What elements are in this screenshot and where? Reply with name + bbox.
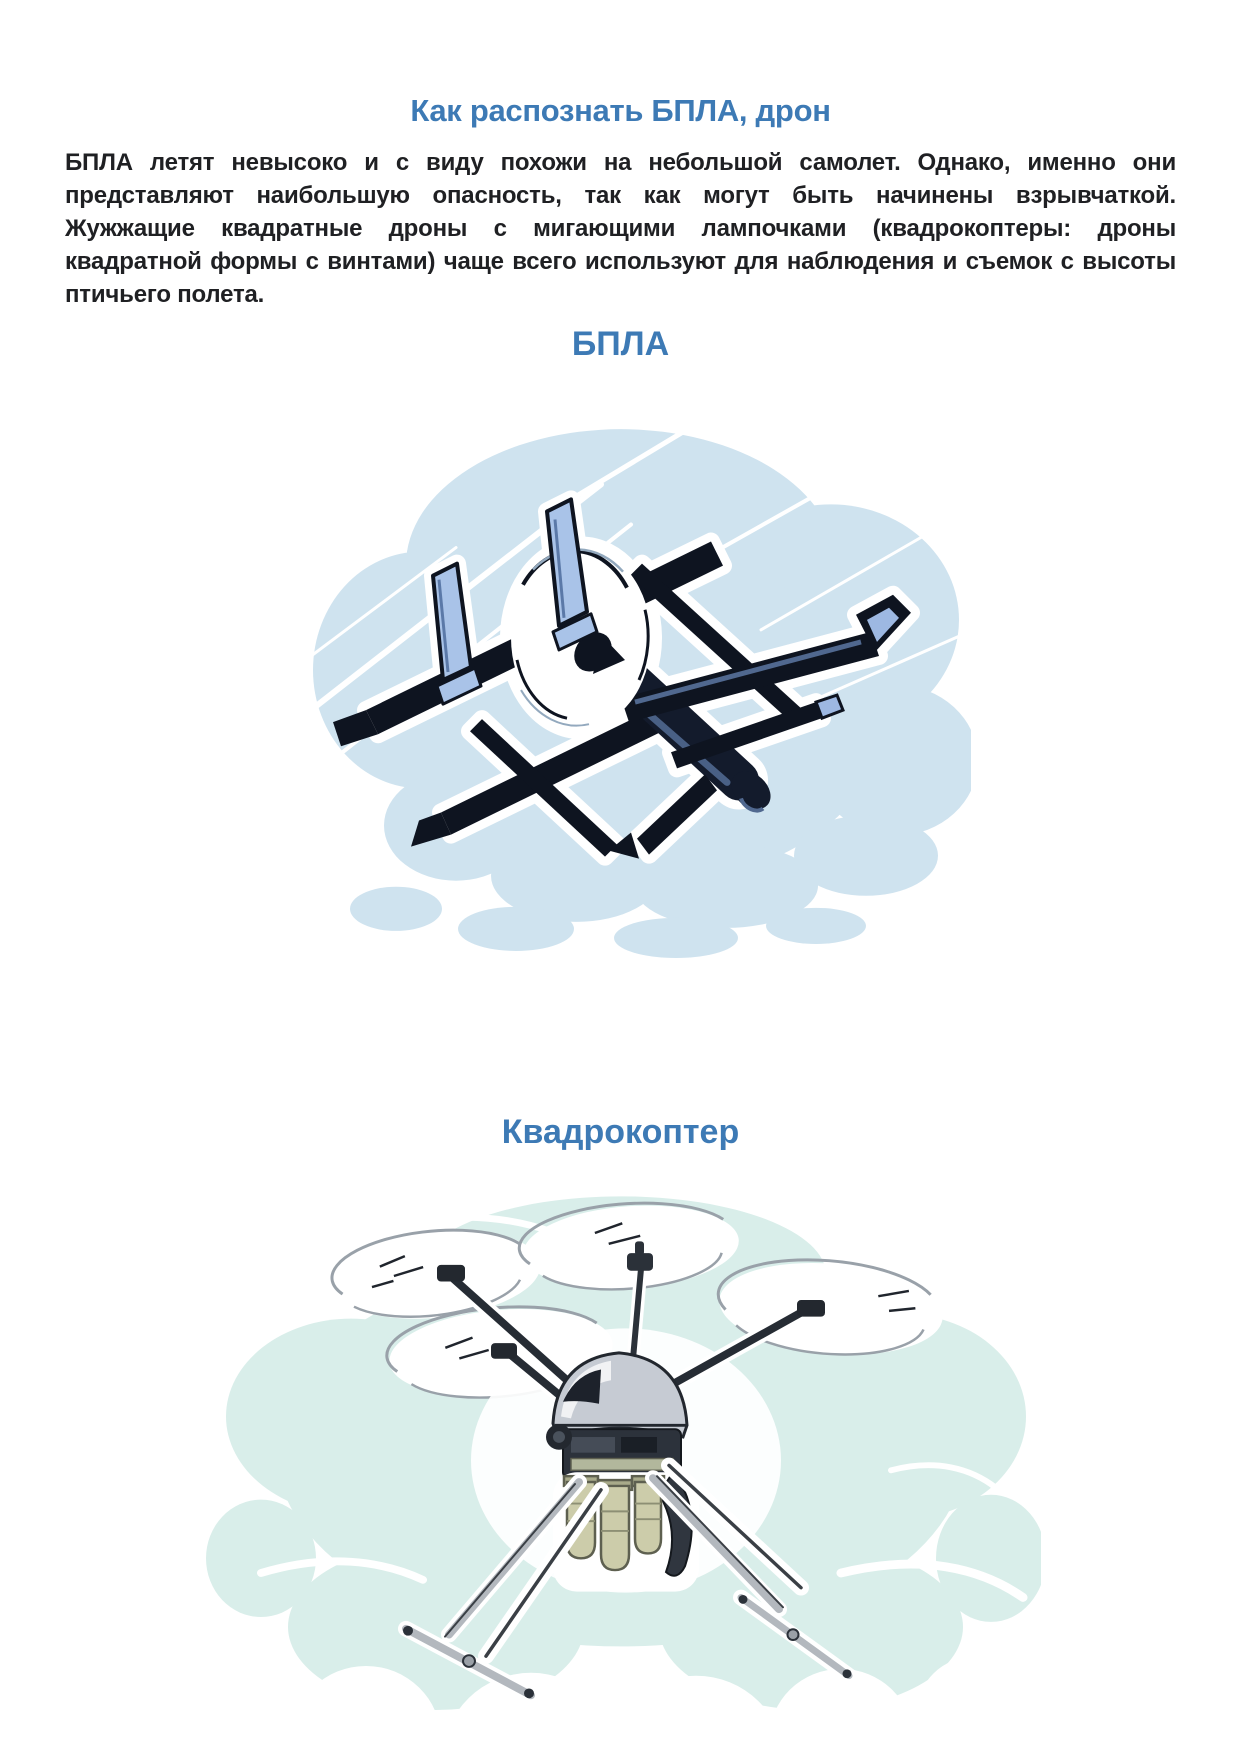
intro-paragraph: БПЛА летят невысоко и с виду похожи на небольшой самолет. Однако, именно они представляют наибольшую опасность, так как могут быть начинены взрывчаткой. Жужжащие квадратные дроны с мигающими лампочками (квадрокоптеры: дроны квадратной формы с винтами) чаще всего используют для наблюдения и съемок с высоты птичьего полета. bbox=[65, 149, 1176, 309]
page-title: Как распознать БПЛА, дрон bbox=[410, 93, 831, 128]
motor-pod bbox=[437, 1265, 465, 1282]
section-heading-uav: БПЛА bbox=[571, 325, 670, 364]
motor-pod bbox=[797, 1300, 825, 1317]
quadcopter-illustration bbox=[201, 1167, 1041, 1754]
uav-drawing bbox=[271, 379, 971, 961]
quadcopter-drawing bbox=[201, 1167, 1041, 1754]
section-heading-quadcopter: Квадрокоптер bbox=[501, 1112, 740, 1151]
top-motor-cap bbox=[627, 1253, 653, 1271]
motor-pod bbox=[491, 1343, 517, 1359]
fixed-wing-uav-illustration bbox=[271, 379, 971, 961]
